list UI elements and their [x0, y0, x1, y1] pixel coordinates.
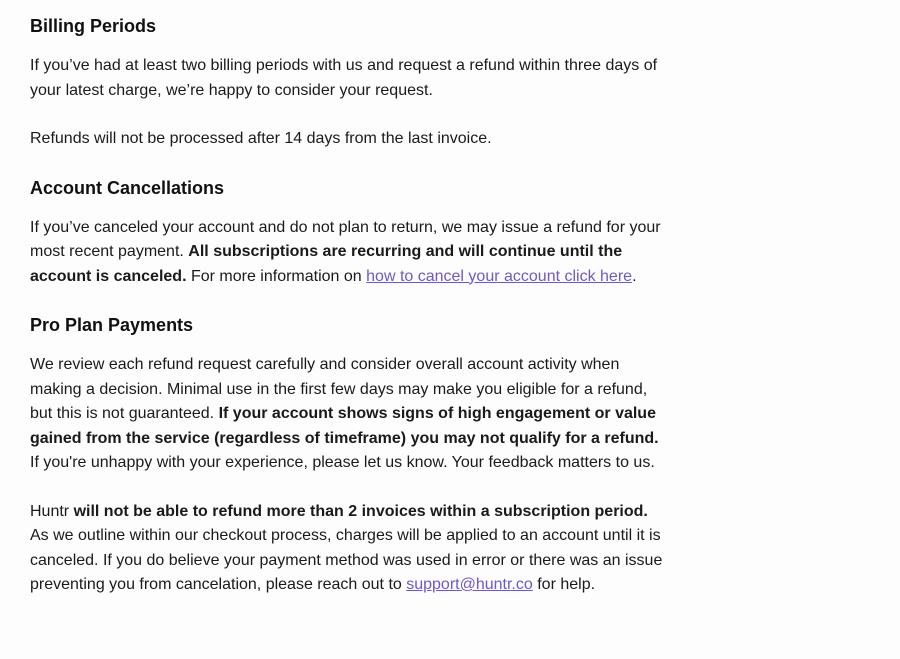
- recurring-subscriptions-notice: All subscriptions are recurring and will continue until the account is canceled.: [30, 243, 623, 285]
- account-cancellations-paragraph: [30, 216, 670, 290]
- billing-periods-paragraph: If you’ve had at least two billing periods with us and request a refund within three days of your latest charge, we’re happy to consider your request.: [30, 57, 658, 99]
- support-email-link[interactable]: support@huntr.co: [406, 576, 533, 593]
- invoice-text-start: Huntr: [30, 502, 74, 520]
- invoice-text-middle: As we outline within our checkout process, charges will be applied to an account until it is canceled. If you do believe your payment method was used in error or there was an issue preventing you from cancelation, please reach out to: [30, 527, 663, 593]
- cancellations-text-middle: For more information on: [186, 267, 367, 285]
- pro-plan-text-start: We review each refund request carefully and consider overall account activity when making a decision. Minimal use in the first few days may make you eligible for a refund, but this is not guaranteed.: [30, 356, 648, 422]
- pro-plan-payments-heading: Pro Plan Payments: [30, 315, 194, 335]
- refund-limit-paragraph: Refunds will not be processed after 14 days from the last invoice.: [30, 130, 492, 147]
- engagement-notice: If your account shows signs of high engagement or value gained from the service (regardless of timeframe) you may not qualify for a refund.: [30, 405, 659, 447]
- refund-policy-content: [30, 14, 670, 598]
- pro-plan-text-end: If you're unhappy with your experience, please let us know. Your feedback matters to us.: [30, 454, 655, 471]
- cancel-account-link[interactable]: how to cancel your account click here: [366, 267, 633, 285]
- invoice-limit-notice: will not be able to refund more than 2 invoices within a subscription period.: [73, 502, 648, 520]
- cancellations-text-end: .: [632, 267, 637, 285]
- invoice-limit-paragraph: [30, 500, 670, 598]
- account-cancellations-heading: Account Cancellations: [30, 177, 225, 198]
- pro-plan-paragraph: [30, 353, 670, 476]
- billing-periods-heading: Billing Periods: [30, 16, 157, 36]
- cancellations-text-start: If you’ve canceled your account and do not plan to return, we may issue a refund for your most recent payment.: [30, 218, 661, 260]
- invoice-text-end: for help.: [532, 576, 596, 593]
